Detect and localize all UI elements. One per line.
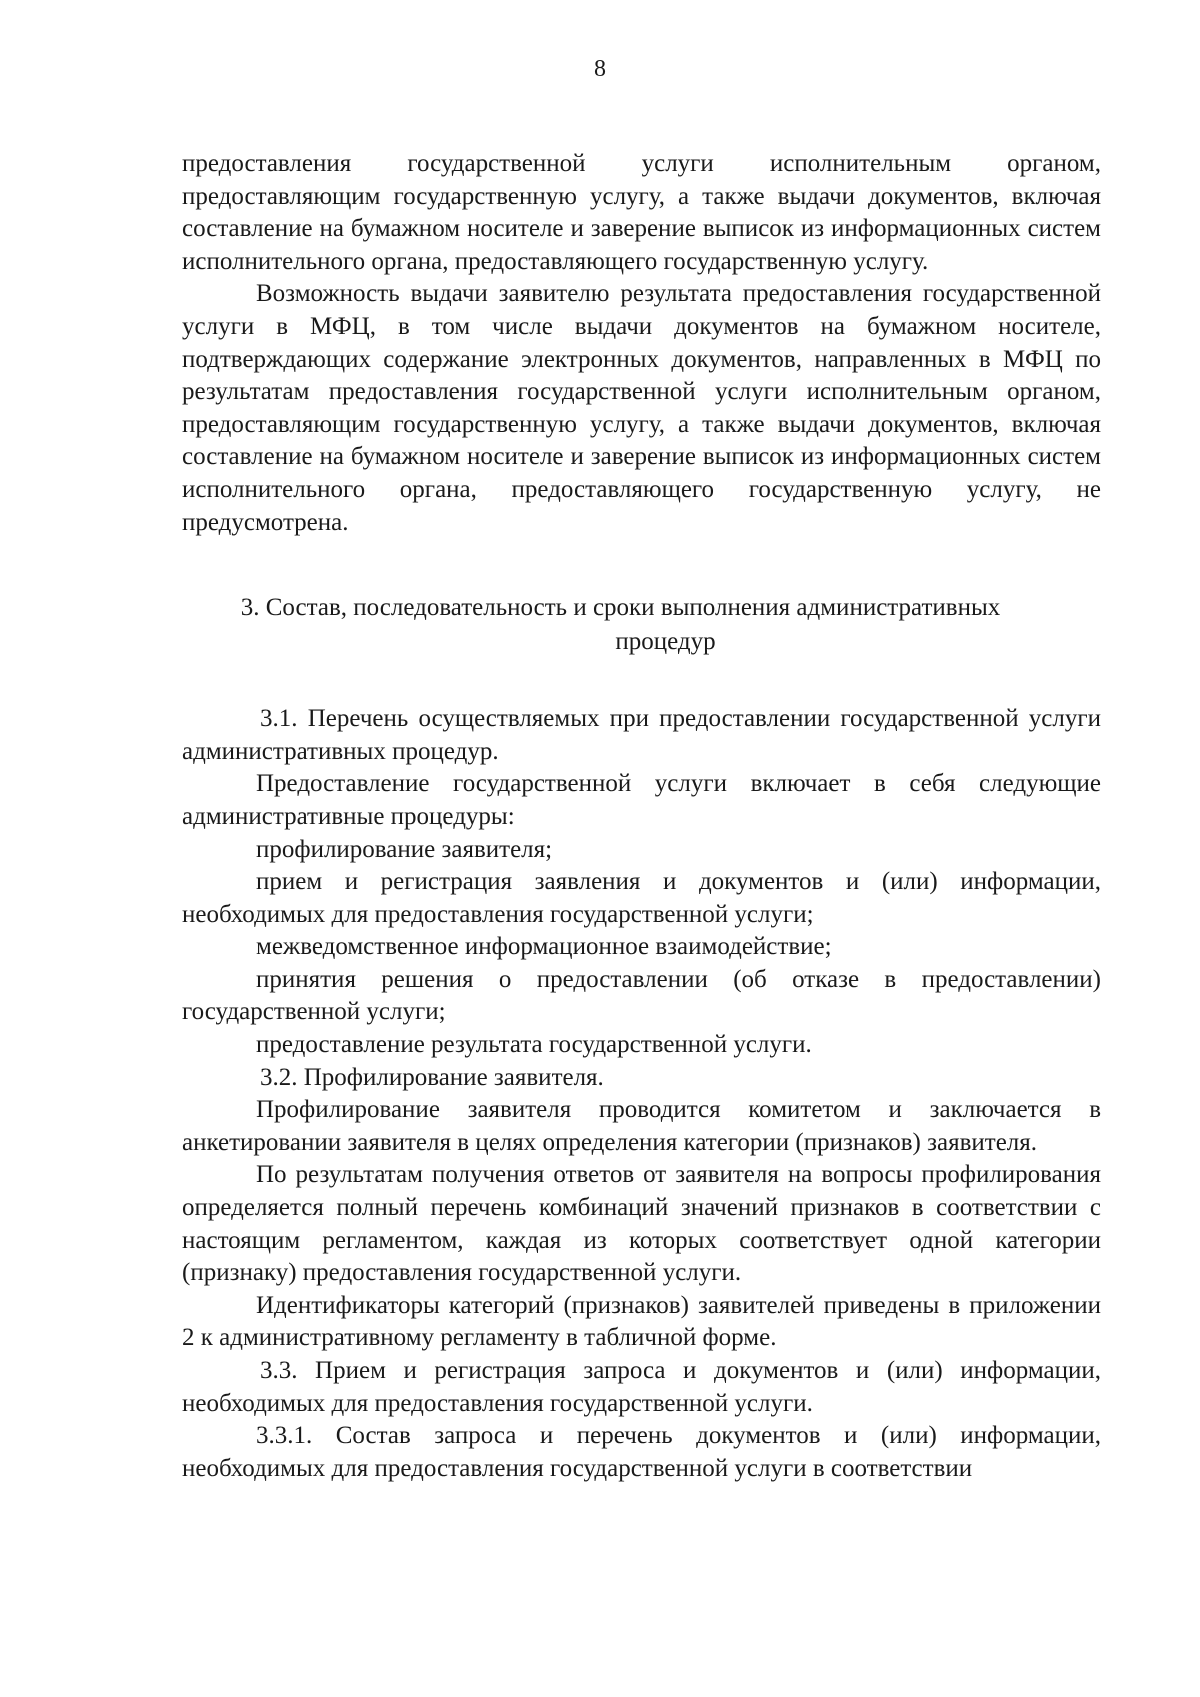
section-heading-line-1: 3. Состав, последовательность и сроки выполнения административных bbox=[240, 594, 1001, 622]
section-heading-line-2: процедур bbox=[615, 628, 716, 656]
list-item-profiling: профилирование заявителя; bbox=[256, 835, 553, 863]
paragraph-profiling-description: Профилирование заявителя проводится комитетом и заключается в анкетировании заявителя в целях определения категории (признаков) заявителя. bbox=[182, 1096, 1101, 1156]
paragraph-identifiers: Идентификаторы категорий (признаков) заявителей приведены в приложении 2 к административному регламенту в табличной форме. bbox=[182, 1291, 1101, 1352]
list-item-interagency: межведомственное информационное взаимодействие; bbox=[256, 933, 832, 961]
list-item-result: предоставление результата государственной услуги. bbox=[256, 1031, 812, 1059]
paragraph-3-3: 3.3. Прием и регистрация запроса и документов и (или) информации, необходимых для предоставления государственной услуги. bbox=[182, 1357, 1101, 1417]
paragraph-mfc-result: Возможность выдачи заявителю результата предоставления государственной услуги в МФЦ, в том числе выдачи документов на бумажном носителе, подтверждающих содержание электронных документов, направленных в МФЦ по результатам предоставления государственной услуги исполнительным органом, предоставляющим государственную услугу, а также выдачи документов, включая составление на бумажном носителе и заверение выписок из информационных систем исполнительного органа, предоставляющего государственную услугу, не предусмотрена. bbox=[182, 280, 1101, 536]
paragraph-3-1: 3.1. Перечень осуществляемых при предоставлении государственной услуги административных процедур. bbox=[182, 705, 1101, 765]
paragraph-procedures-intro: Предоставление государственной услуги включает в себя следующие административные процедуры: bbox=[182, 770, 1101, 830]
paragraph-3-2: 3.2. Профилирование заявителя. bbox=[260, 1063, 604, 1091]
paragraph-continuation: предоставления государственной услуги исполнительным органом, предоставляющим государственную услугу, а также выдачи документов, включая составление на бумажном носителе и заверение выписок из информационных систем исполнительного органа, предоставляющего государственную услугу. bbox=[182, 150, 1101, 275]
list-item-decision: принятия решения о предоставлении (об отказе в предоставлении) государственной услуги; bbox=[182, 965, 1101, 1026]
paragraph-3-3-1: 3.3.1. Состав запроса и перечень документов и (или) информации, необходимых для предоставления государственной услуги в соответствии bbox=[182, 1422, 1101, 1482]
list-item-reception: прием и регистрация заявления и документов и (или) информации, необходимых для предоставления государственной услуги; bbox=[182, 868, 1101, 928]
document-body bbox=[182, 148, 1101, 1485]
page-number: 8 bbox=[594, 56, 606, 82]
section-heading bbox=[182, 591, 1101, 659]
paragraph-profiling-results: По результатам получения ответов от заявителя на вопросы профилирования определяется полный перечень комбинаций значений признаков в соответствии с настоящим регламентом, каждая из которых соответствует одной категории (признаку) предоставления государственной услуги. bbox=[182, 1161, 1101, 1287]
